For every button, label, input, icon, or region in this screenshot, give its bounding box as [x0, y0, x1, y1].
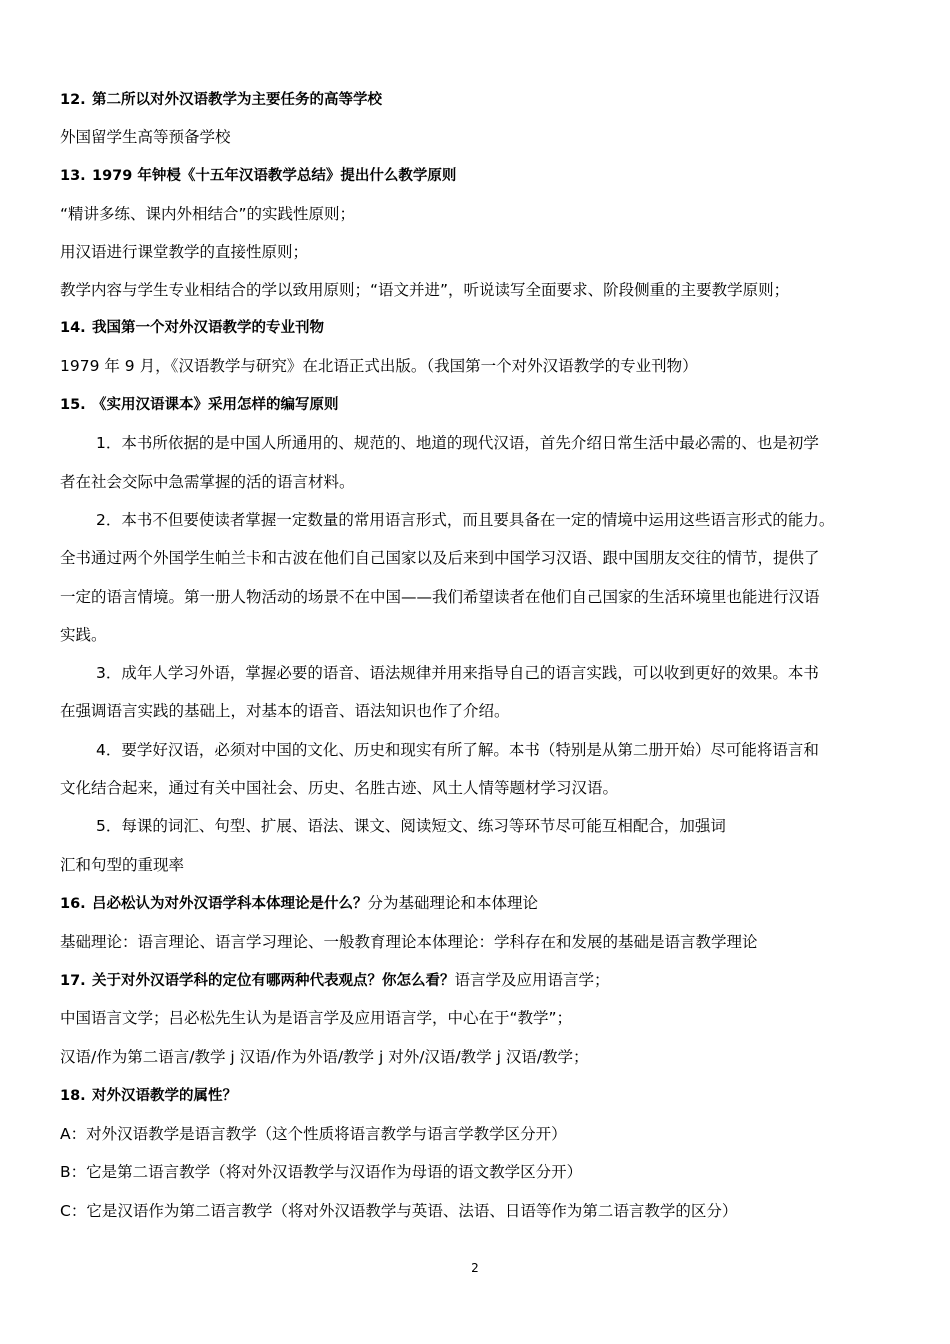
question-14: 14. 我国第一个对外汉语教学的专业刊物 — [60, 320, 324, 336]
answer-15-p2-line-2: 全书通过两个外国学生帕兰卡和古波在他们自己国家以及后来到中国学习汉语、跟中国朋友交往的情节，提供了 — [60, 549, 820, 567]
answer-15-p4-line-2: 文化结合起来，通过有关中国社会、历史、名胜古迹、风土人情等题材学习汉语。 — [60, 779, 619, 797]
answer-17-line-1: 中国语言文学；吕必松先生认为是语言学及应用语言学，中心在于“教学”； — [60, 1009, 573, 1027]
answer-18-b: B：它是第二语言教学（将对外汉语教学与汉语作为母语的语文教学区分开） — [60, 1163, 583, 1181]
question-18: 18. 对外汉语教学的属性？ — [60, 1088, 237, 1104]
answer-14: 1979 年 9 月，《汉语教学与研究》在北语正式出版。（我国第一个对外汉语教学的专业刊物） — [60, 357, 698, 375]
answer-15-p3-line-2: 在强调语言实践的基础上，对基本的语音、语法知识也作了介绍。 — [60, 702, 510, 720]
answer-15-p1-line-1: 1．本书所依据的是中国人所通用的、规范的、地道的现代汉语，首先介绍日常生活中最必需的、也是初学 — [96, 434, 819, 452]
question-12: 12. 第二所以对外汉语教学为主要任务的高等学校 — [60, 92, 382, 108]
answer-15-p2-line-4: 实践。 — [60, 626, 107, 644]
question-17: 17. 关于对外汉语学科的定位有哪两种代表观点？你怎么看？语言学及应用语言学； — [60, 971, 610, 989]
answer-13-line-1: “精讲多练、课内外相结合”的实践性原则； — [60, 205, 356, 223]
answer-17-line-2: 汉语/作为第二语言/教学 j 汉语/作为外语/教学 j 对外/汉语/教学 j 汉语/教学； — [60, 1048, 589, 1066]
answer-18-c: C：它是汉语作为第二语言教学（将对外汉语教学与英语、法语、日语等作为第二语言教学的区分） — [60, 1202, 738, 1220]
answer-15-p5-line-2: 汇和句型的重现率 — [60, 856, 185, 874]
answer-18-a: A：对外汉语教学是语言教学（这个性质将语言教学与语言学教学区分开） — [60, 1125, 567, 1143]
answer-15-p3-line-1: 3．成年人学习外语，掌握必要的语音、语法规律并用来指导自己的语言实践，可以收到更好的效果。本书 — [96, 664, 819, 682]
answer-13-line-3: 教学内容与学生专业相结合的学以致用原则；“语文并进”，听说读写全面要求、阶段侧重的主要教学原则； — [60, 281, 790, 299]
answer-13-line-2: 用汉语进行课堂教学的直接性原则； — [60, 243, 309, 261]
answer-15-p4-line-1: 4．要学好汉语，必须对中国的文化、历史和现实有所了解。本书（特别是从第二册开始）尽可能将语言和 — [96, 741, 819, 759]
answer-15-p1-line-2: 者在社会交际中急需掌握的活的语言材料。 — [60, 473, 355, 491]
question-16: 16. 吕必松认为对外汉语学科本体理论是什么？分为基础理论和本体理论 — [60, 894, 539, 912]
answer-15-p2-line-3: 一定的语言情境。第一册人物活动的场景不在中国——我们希望读者在他们自己国家的生活环境里也能进行汉语 — [60, 588, 820, 606]
answer-16: 基础理论：语言理论、语言学习理论、一般教育理论本体理论：学科存在和发展的基础是语言教学理论 — [60, 933, 758, 951]
answer-15-p2-line-1: 2．本书不但要使读者掌握一定数量的常用语言形式，而且要具备在一定的情境中运用这些语言形式的能力。 — [96, 511, 835, 529]
page-number: 2 — [471, 1261, 479, 1275]
question-13: 13. 1979 年钟梫《十五年汉语教学总结》提出什么教学原则 — [60, 168, 457, 184]
answer-15-p5-line-1: 5．每课的词汇、句型、扩展、语法、课文、阅读短文、练习等环节尽可能互相配合，加强词 — [96, 817, 726, 835]
answer-12: 外国留学生高等预备学校 — [60, 128, 231, 146]
question-15: 15. 《实用汉语课本》采用怎样的编写原则 — [60, 397, 339, 413]
